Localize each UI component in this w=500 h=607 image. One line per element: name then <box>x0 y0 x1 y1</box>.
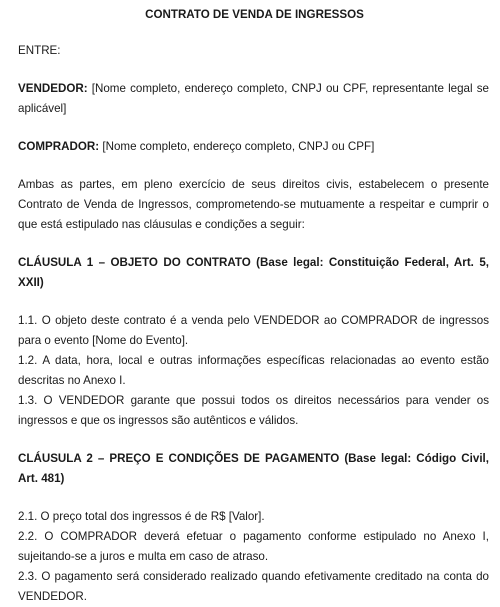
clause-1-item-2: 1.2. A data, hora, local e outras informações específicas relacionadas ao evento estão descritas no Anexo I. <box>18 354 489 387</box>
clause-2-item-2: 2.2. O COMPRADOR deverá efetuar o pagamento conforme estipulado no Anexo I, sujeitando-se a juros e multa em caso de atraso. <box>18 530 489 563</box>
agreement-intro: Ambas as partes, em pleno exercício de seus direitos civis, estabelecem o presente Contrato de Venda de Ingressos, comprometendo-se mutuamente a respeitar e cumprir o que está estipulado nas cláusulas e condições a seguir: <box>18 178 489 231</box>
clause-2-item-1: 2.1. O preço total dos ingressos é de R$ [Valor]. <box>18 510 265 523</box>
clause-2-item-3: 2.3. O pagamento será considerado realizado quando efetivamente creditado na conta do VENDEDOR. <box>18 570 489 603</box>
buyer-details: [Nome completo, endereço completo, CNPJ ou CPF] <box>99 140 375 153</box>
seller-details: [Nome completo, endereço completo, CNPJ ou CPF, representante legal se aplicável] <box>18 82 489 115</box>
document-title: CONTRATO DE VENDA DE INGRESSOS <box>145 8 364 21</box>
buyer-paragraph <box>18 137 489 157</box>
parties-intro: ENTRE: <box>18 44 61 57</box>
buyer-label: COMPRADOR: <box>18 140 100 153</box>
clause-1-item-3: 1.3. O VENDEDOR garante que possui todos os direitos necessários para vender os ingressos e que os ingressos são autênticos e válidos. <box>18 394 489 427</box>
seller-paragraph <box>18 79 489 119</box>
clause-1-item-1: 1.1. O objeto deste contrato é a venda pelo VENDEDOR ao COMPRADOR de ingressos para o evento [Nome do Evento]. <box>18 314 489 347</box>
clause-2-heading: CLÁUSULA 2 – PREÇO E CONDIÇÕES DE PAGAMENTO (Base legal: Código Civil, Art. 481) <box>18 452 489 485</box>
clause-1-heading: CLÁUSULA 1 – OBJETO DO CONTRATO (Base legal: Constituição Federal, Art. 5, XXII) <box>18 256 489 289</box>
seller-label: VENDEDOR: <box>18 82 88 95</box>
